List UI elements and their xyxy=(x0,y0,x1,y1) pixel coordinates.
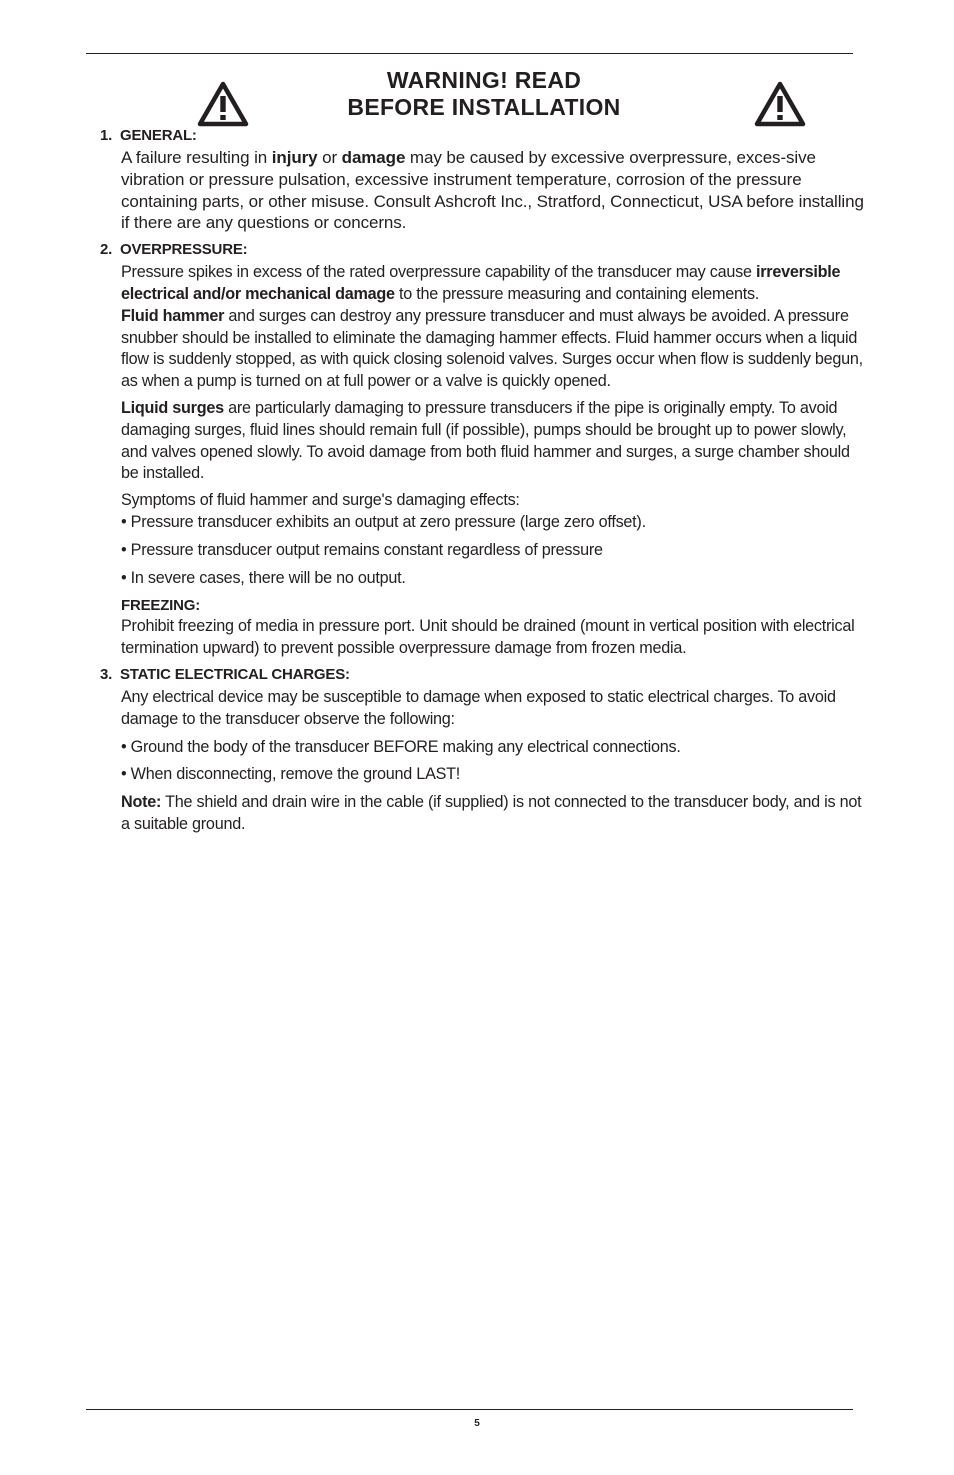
list-item: • Pressure transducer exhibits an output at zero pressure (large zero offset). xyxy=(121,512,646,531)
document-body xyxy=(100,126,866,836)
list-item: • Ground the body of the transducer BEFORE making any electrical connections. xyxy=(121,737,681,756)
list-item: • In severe cases, there will be no output. xyxy=(121,568,406,587)
symptoms-intro: Symptoms of fluid hammer and surge's damaging effects: xyxy=(121,491,520,510)
top-rule xyxy=(86,53,853,54)
list-item: • Pressure transducer output remains constant regardless of pressure xyxy=(121,540,603,559)
section-general xyxy=(100,126,866,234)
general-paragraph: A failure resulting in injury or damage may be caused by excessive overpressure, exces-sive vibration or pressure pulsation, excessive instrument temperature, corrosion of the pressure containing parts, or other misuse. Consult Ashcroft Inc., Stratford, Connecticut, USA before installing if there are any questions or concerns. xyxy=(121,148,864,233)
freezing-paragraph: Prohibit freezing of media in pressure port. Unit should be drained (mount in vertical position with electrical termination upward) to prevent possible overpressure damage from frozen media. xyxy=(121,617,855,658)
title-line-2: BEFORE INSTALLATION xyxy=(347,94,621,120)
liquid-surges-paragraph: Liquid surges are particularly damaging to pressure transducers if the pipe is originally empty. To avoid damaging surges, fluid lines should remain full (if possible), pumps should be brought up to power slowly, and valves opened slowly. To avoid damage from both fluid hammer and surges, a surge chamber should be installed. xyxy=(121,398,850,483)
warning-triangle-icon xyxy=(197,81,249,127)
static-paragraph: Any electrical device may be susceptible to damage when exposed to static electrical charges. To avoid damage to the transducer observe the following: xyxy=(121,687,836,728)
section-heading: 3. STATIC ELECTRICAL CHARGES: xyxy=(100,665,350,683)
title-line-1: WARNING! READ xyxy=(386,67,582,93)
section-heading: 1. GENERAL: xyxy=(100,127,197,144)
warning-triangle-icon xyxy=(754,81,806,127)
warning-header xyxy=(86,66,853,126)
freezing-heading: FREEZING: xyxy=(121,597,201,615)
section-heading: 2. OVERPRESSURE: xyxy=(100,241,248,259)
list-item: • When disconnecting, remove the ground LAST! xyxy=(121,765,461,784)
section-overpressure xyxy=(100,240,866,660)
note-paragraph: Note: The shield and drain wire in the cable (if supplied) is not connected to the transducer body, and is not a suitable ground. xyxy=(121,793,862,833)
overpressure-paragraph: Pressure spikes in excess of the rated overpressure capability of the transducer may cause irreversible electrical and/or mechanical damage to the pressure measuring and containing elements. xyxy=(121,263,841,303)
fluid-hammer-paragraph: Fluid hammer and surges can destroy any pressure transducer and must always be avoided. A pressure snubber should be installed to eliminate the damaging hammer effects. Fluid hammer occurs when a liquid flow is suddenly stopped, as with quick closing solenoid valves. Surges occur when flow is suddenly begun, as when a pump is turned on at full power or a valve is quickly opened. xyxy=(121,306,863,391)
page-title xyxy=(286,67,682,121)
page-number: 5 xyxy=(474,1418,480,1429)
section-static xyxy=(100,665,866,836)
bottom-rule xyxy=(86,1409,853,1410)
